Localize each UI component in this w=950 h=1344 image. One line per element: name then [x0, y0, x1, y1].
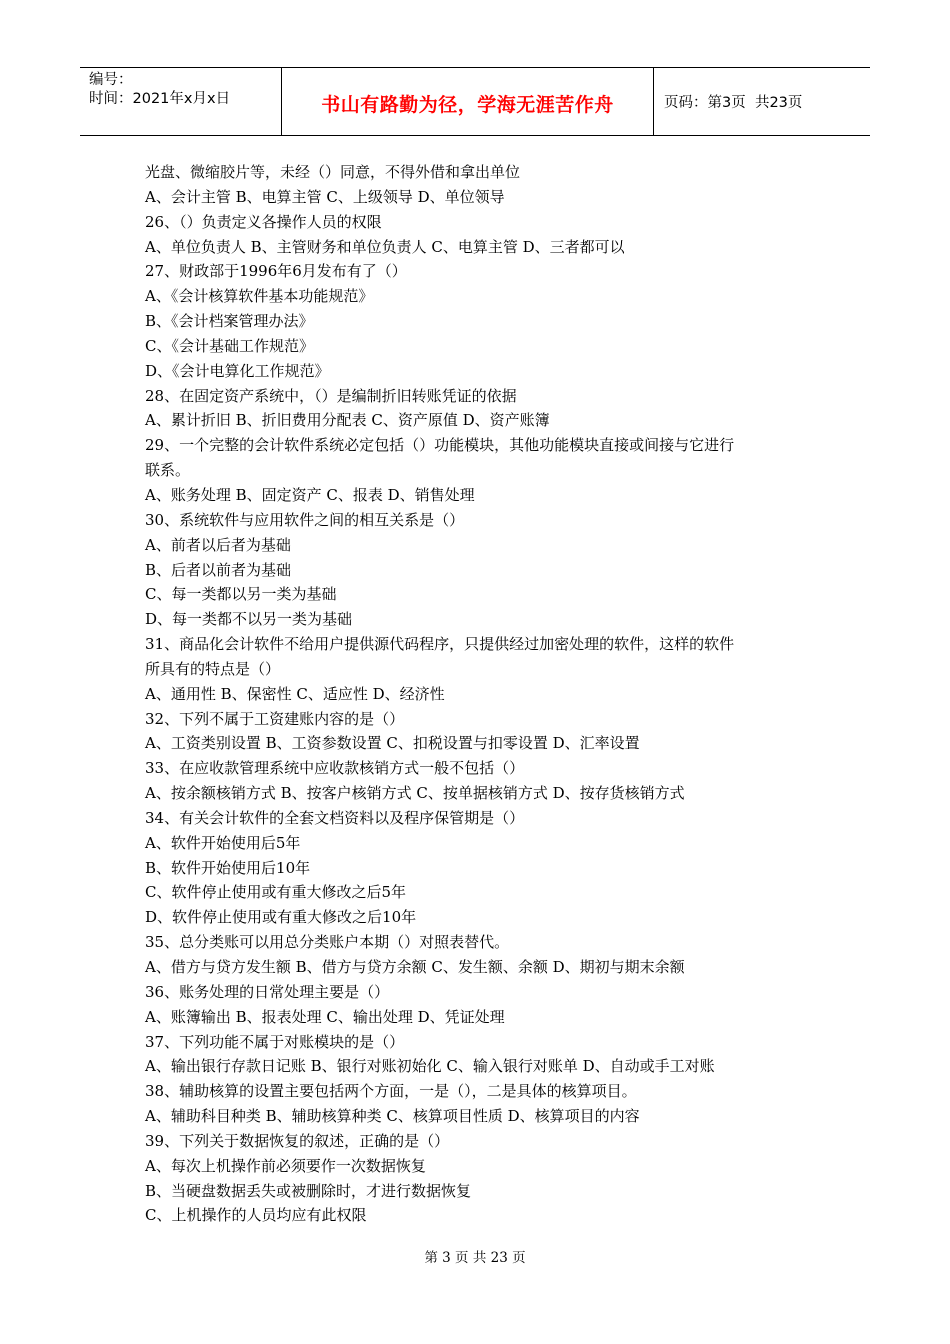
- header-page-cell: [654, 68, 870, 135]
- text-line: 33、在应收款管理系统中应收款核销方式一般不包括（）: [145, 759, 525, 778]
- text-line: A、《会计核算软件基本功能规范》: [145, 287, 374, 306]
- text-line: B、《会计档案管理办法》: [145, 312, 314, 331]
- text-line: B、软件开始使用后10年: [145, 858, 311, 877]
- text-line: 28、在固定资产系统中，（）是编制折旧转账凭证的依据: [145, 386, 517, 405]
- text-line: C、软件停止使用或有重大修改之后5年: [145, 883, 407, 902]
- text-line: C、每一类都以另一类为基础: [145, 585, 337, 604]
- text-line: 光盘、微缩胶片等，未经（）同意，不得外借和拿出单位: [145, 163, 521, 181]
- text-line: C、上机操作的人员均应有此权限: [145, 1206, 367, 1225]
- text-line: 32、下列不属于工资建账内容的是（）: [145, 709, 405, 728]
- text-line: A、通用性 B、保密性 C、适应性 D、经济性: [145, 684, 445, 703]
- text-line: 35、总分类账可以用总分类账户本期（）对照表替代。: [145, 933, 510, 952]
- text-line: C、《会计基础工作规范》: [145, 336, 314, 355]
- text-line: A、软件开始使用后5年: [145, 833, 301, 852]
- text-line: 26、（）负责定义各操作人员的权限: [145, 212, 382, 231]
- footer-page-number: 第 3 页 共 23 页: [424, 1250, 526, 1266]
- text-line: D、《会计电算化工作规范》: [145, 361, 330, 380]
- text-line: A、每次上机操作前必须要作一次数据恢复: [145, 1156, 426, 1175]
- text-line: A、借方与贷方发生额 B、借方与贷方余额 C、发生额、余额 D、期初与期末余额: [145, 958, 685, 976]
- text-line: 34、有关会计软件的全套文档资料以及程序保管期是（）: [145, 808, 525, 827]
- text-line: D、每一类都不以另一类为基础: [145, 610, 353, 629]
- text-line: 39、下列关于数据恢复的叙述，正确的是（）: [145, 1131, 450, 1150]
- text-line: A、前者以后者为基础: [145, 535, 291, 554]
- text-line: 29、一个完整的会计软件系统必定包括（）功能模块，其他功能模块直接或间接与它进行: [145, 436, 735, 455]
- header-page-info: 页码：第3页 共23页: [664, 95, 803, 111]
- document-code-label: 编号：: [89, 72, 133, 88]
- text-line: A、会计主管 B、电算主管 C、上级领导 D、单位领导: [145, 187, 505, 206]
- text-line: A、输出银行存款日记账 B、银行对账初始化 C、输入银行对账单 D、自动或手工对账: [145, 1057, 715, 1076]
- text-line: A、单位负责人 B、主管财务和单位负责人 C、电算主管 D、三者都可以: [145, 237, 625, 256]
- document-time-label: 时间：2021年x月x日: [89, 91, 231, 107]
- text-line: A、辅助科目种类 B、辅助核算种类 C、核算项目性质 D、核算项目的内容: [145, 1107, 640, 1126]
- text-line: 31、商品化会计软件不给用户提供源代码程序，只提供经过加密处理的软件，这样的软件: [145, 635, 735, 654]
- text-line: 36、账务处理的日常处理主要是（）: [145, 982, 390, 1001]
- page-footer: [0, 1246, 950, 1266]
- document-body: [145, 160, 815, 1228]
- text-line: D、软件停止使用或有重大修改之后10年: [145, 908, 417, 927]
- text-line: 联系。: [145, 461, 191, 480]
- text-line: 37、下列功能不属于对账模块的是（）: [145, 1032, 405, 1051]
- page-header: [80, 67, 870, 136]
- text-line: 30、系统软件与应用软件之间的相互关系是（）: [145, 510, 465, 529]
- text-line: 38、辅助核算的设置主要包括两个方面，一是（），二是具体的核算项目。: [145, 1082, 637, 1101]
- text-line: A、账簿输出 B、报表处理 C、输出处理 D、凭证处理: [145, 1007, 505, 1026]
- header-info-cell: [80, 68, 282, 135]
- text-line: 27、财政部于1996年6月发布有了（）: [145, 262, 407, 281]
- text-line: A、累计折旧 B、折旧费用分配表 C、资产原值 D、资产账簿: [145, 411, 550, 430]
- header-motto: 书山有路勤为径，学海无涯苦作舟: [321, 94, 614, 116]
- text-line: B、当硬盘数据丢失或被删除时，才进行数据恢复: [145, 1181, 472, 1200]
- text-line: 所具有的特点是（）: [145, 659, 281, 678]
- header-motto-cell: [282, 68, 654, 135]
- text-line: B、后者以前者为基础: [145, 560, 292, 579]
- text-line: A、工资类别设置 B、工资参数设置 C、扣税设置与扣零设置 D、汇率设置: [145, 734, 640, 753]
- text-line: A、账务处理 B、固定资产 C、报表 D、销售处理: [145, 485, 475, 504]
- text-line: A、按余额核销方式 B、按客户核销方式 C、按单据核销方式 D、按存货核销方式: [145, 784, 685, 803]
